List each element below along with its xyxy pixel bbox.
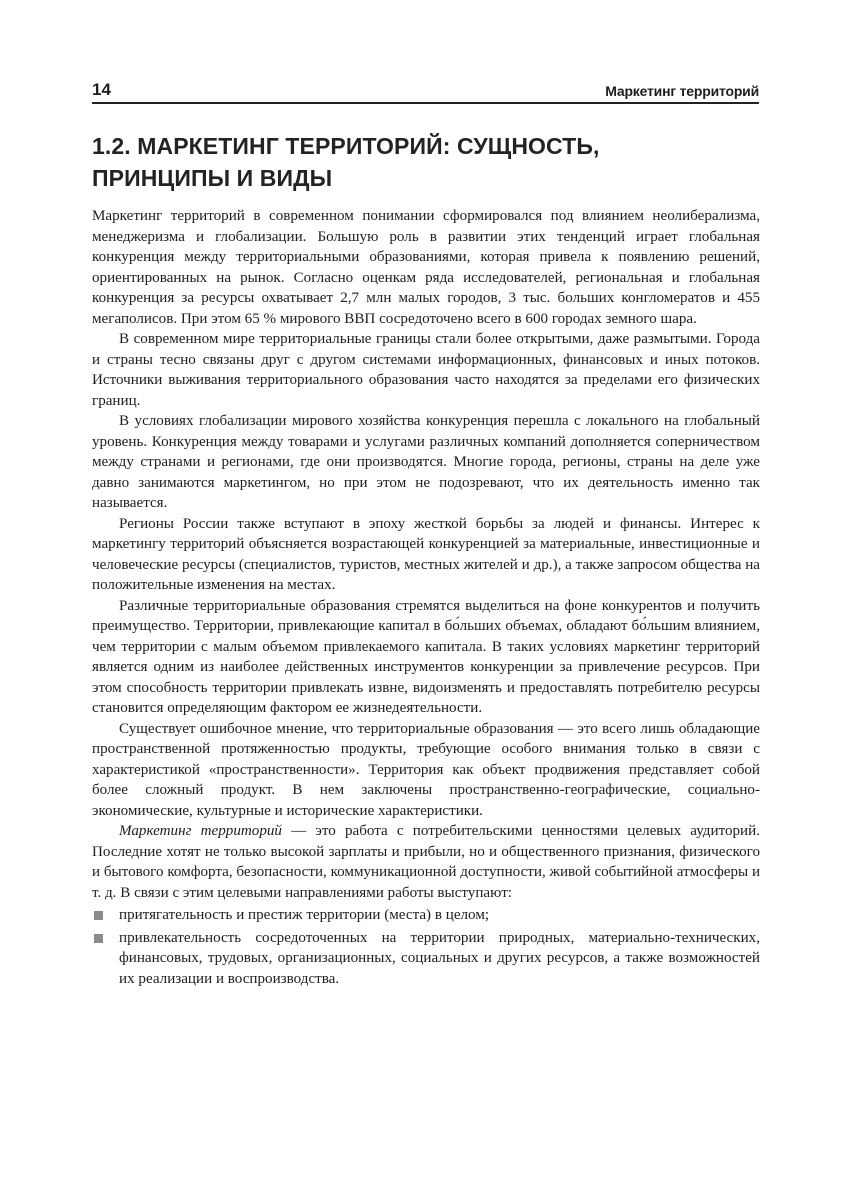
square-bullet-icon bbox=[94, 911, 103, 920]
paragraph-1: Маркетинг территорий в современном понимании сформировался под влиянием неолиберализма, менеджеризма и глобализации. Большую роль в развитии этих тенденций играет глобальная конкуренция между территориальными образованиями, которая привела к появлению решений, ориентированных на рынок. Согласно оценкам ряда исследователей, региональная и глобальная конкуренция за ресурсы охватывает 2,7 млн малых городов, 3 тыс. больших конгломератов и 455 мегаполисов. При этом 65 % мирового ВВП сосредоточено всего в 600 городах земного шара. bbox=[92, 208, 760, 327]
page-body bbox=[92, 130, 760, 991]
paragraph-4: Регионы России также вступают в эпоху жесткой борьбы за людей и финансы. Интерес к маркетингу территорий объясняется возрастающей конкуренцией за материальные, инвестиционные и человеческие ресурсы (специалистов, туристов, местных жителей и др.), а также запросом общества на положительные изменения на местах. bbox=[92, 515, 760, 593]
bullet-list bbox=[92, 905, 760, 989]
section-title bbox=[92, 130, 760, 194]
definition-text: — это работа с потребительскими ценностями целевых аудиторий. Последние хотят не только высокой зарплаты и прибыли, но и общественного признания, физического и бытового комфорта, безопасности, коммуникационной доступности, живой событийной атмосферы и т. д. В связи с этим целевыми направлениями работы выступают: bbox=[92, 823, 761, 901]
section-title-line-2: ПРИНЦИПЫ И ВИДЫ bbox=[92, 165, 333, 191]
page-header bbox=[92, 76, 759, 100]
paragraph-5: Различные территориальные образования стремятся выделиться на фоне конкурентов и получить преимущество. Территории, привлекающие капитал в бо́льших объемах, обладают бо́льшим влиянием, чем территории с малым объемом привлекаемого капитала. В таких условиях маркетинг территорий является одним из наиболее действенных инструментов конкуренции за привлечение ресурсов. При этом способность территории привлекать извне, видоизменять и предоставлять потребителю ресурсы становится определяющим фактором ее жизнедеятельности. bbox=[92, 597, 760, 716]
definition-term: Маркетинг территорий bbox=[119, 823, 282, 839]
list-item-text: привлекательность сосредоточенных на территории природных, материально-технических, финансовых, трудовых, организационных, социальных и других ресурсов, а также возможностей их реализации и воспроизводства. bbox=[119, 929, 760, 987]
paragraph-3: В условиях глобализации мирового хозяйства конкуренция перешла с локального на глобальный уровень. Конкуренция между товарами и услугами различных компаний дополняется соперничеством между странами и регионами, где они производятся. Многие города, регионы, страны на деле уже давно занимаются маркетингом, но при этом не подозревают, что их деятельность именно так называется. bbox=[92, 413, 760, 511]
paragraph-7 bbox=[92, 821, 760, 903]
paragraph-2: В современном мире территориальные границы стали более открытыми, даже размытыми. Города и страны тесно связаны друг с другом системами информационных, финансовых и иных потоков. Источники выживания территориального образования часто находятся за пределами его физических границ. bbox=[92, 331, 760, 409]
header-divider bbox=[92, 102, 759, 104]
page-number: 14 bbox=[92, 80, 111, 99]
square-bullet-icon bbox=[94, 934, 103, 943]
paragraph-6: Существует ошибочное мнение, что территориальные образования — это всего лишь обладающие пространственной протяженностью продукты, требующие особого внимания только в связи с характеристикой «пространственности». Территория как объект продвижения представляет собой более сложный продукт. В нем заключены пространственно-географические, социально-экономические, культурные и исторические характеристики. bbox=[92, 720, 760, 819]
list-item-text: притягательность и престиж территории (места) в целом; bbox=[119, 907, 490, 923]
list-item bbox=[92, 928, 760, 990]
list-item bbox=[92, 905, 760, 926]
running-title: Маркетинг территорий bbox=[605, 83, 759, 99]
section-title-line-1: 1.2. МАРКЕТИНГ ТЕРРИТОРИЙ: СУЩНОСТЬ, bbox=[92, 133, 600, 159]
